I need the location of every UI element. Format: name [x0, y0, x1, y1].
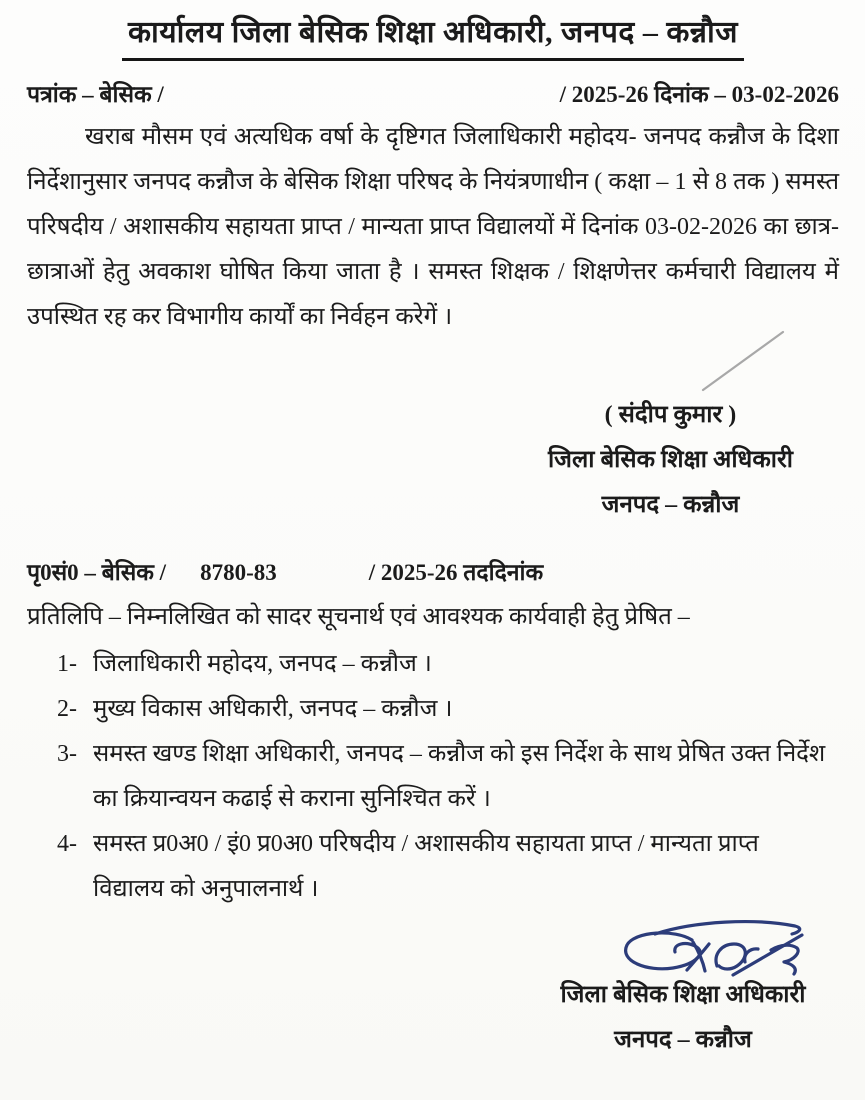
endorsement-prefix: पृ0सं0 – बेसिक / — [27, 560, 167, 585]
endorsement-number: 8780-83 — [200, 560, 277, 585]
signatory-name: ( संदीप कुमार ) — [604, 402, 737, 428]
signatory-block — [548, 328, 793, 528]
copy-item-number: 2- — [57, 696, 77, 722]
endorsement-row — [27, 550, 839, 595]
signatory-district: जनपद – कन्नौज — [601, 492, 740, 518]
bottom-signatory-block — [559, 916, 807, 1063]
endorsement-suffix: / 2025-26 तददिनांक — [368, 560, 544, 585]
pen-slash-icon — [695, 328, 791, 394]
office-title: कार्यालय जिला बेसिक शिक्षा अधिकारी, जनपद – कन्नौज — [122, 10, 744, 61]
copy-to-line: प्रतिलिपि – निम्नलिखित को सादर सूचनार्थ एवं आवश्यक कार्यवाही हेतु प्रेषित – — [27, 604, 690, 630]
pen-slash-mark — [548, 328, 791, 401]
copy-item-3 — [27, 732, 839, 822]
copy-item-text: जिलाधिकारी महोदय, जनपद – कन्नौज । — [93, 651, 432, 677]
copy-list — [27, 642, 839, 912]
reference-row — [27, 77, 839, 109]
bottom-signatory-designation: जिला बेसिक शिक्षा अधिकारी — [560, 982, 806, 1008]
copy-item-1 — [27, 642, 839, 687]
signatory-designation: जिला बेसिक शिक्षा अधिकारी — [547, 447, 793, 473]
letter-date-label: / 2025-26 दिनांक – 03-02-2026 — [559, 82, 839, 107]
copy-item-text: समस्त प्र0अ0 / इं0 प्र0अ0 परिषदीय / अशासकीय सहायता प्राप्त / मान्यता प्राप्त विद्यालय को अनुपालनार्थ । — [93, 831, 759, 902]
copy-item-number: 1- — [57, 651, 77, 677]
copy-item-number: 4- — [57, 831, 77, 857]
letter-number-label: पत्रांक – बेसिक / — [27, 82, 164, 107]
bottom-signatory-district: जनपद – कन्नौज — [614, 1027, 752, 1053]
copy-item-text: मुख्य विकास अधिकारी, जनपद – कन्नौज । — [93, 696, 453, 722]
copy-item-4 — [27, 822, 839, 912]
letter-body-paragraph: खराब मौसम एवं अत्यधिक वर्षा के दृष्टिगत जिलाधिकारी महोदय- जनपद कन्नौज के दिशा निर्देशानुसार जनपद कन्नौज के बेसिक शिक्षा परिषद के नियंत्रणाधीन ( कक्षा – 1 से 8 तक ) समस्त परिषदीय / अशासकीय सहायता प्राप्त / मान्यता प्राप्त विद्यालयों में दिनांक 03-02-2026 का छात्र-छात्राओं हेतु अवकाश घोषित किया जाता है । समस्त शिक्षक / शिक्षणेत्तर कर्मचारी विद्यालय में उपस्थित रह कर विभागीय कार्यों का निर्वहन करेगें । — [27, 124, 839, 330]
copy-item-number: 3- — [57, 741, 77, 767]
letter-header — [27, 10, 839, 61]
signature-ink-icon — [595, 916, 807, 978]
copy-item-text: समस्त खण्ड शिक्षा अधिकारी, जनपद – कन्नौज को इस निर्देश के साथ प्रेषित उक्त निर्देश का क्रियान्वयन कढाई से कराना सुनिश्चित करें । — [93, 741, 826, 812]
copy-item-2 — [27, 687, 839, 732]
